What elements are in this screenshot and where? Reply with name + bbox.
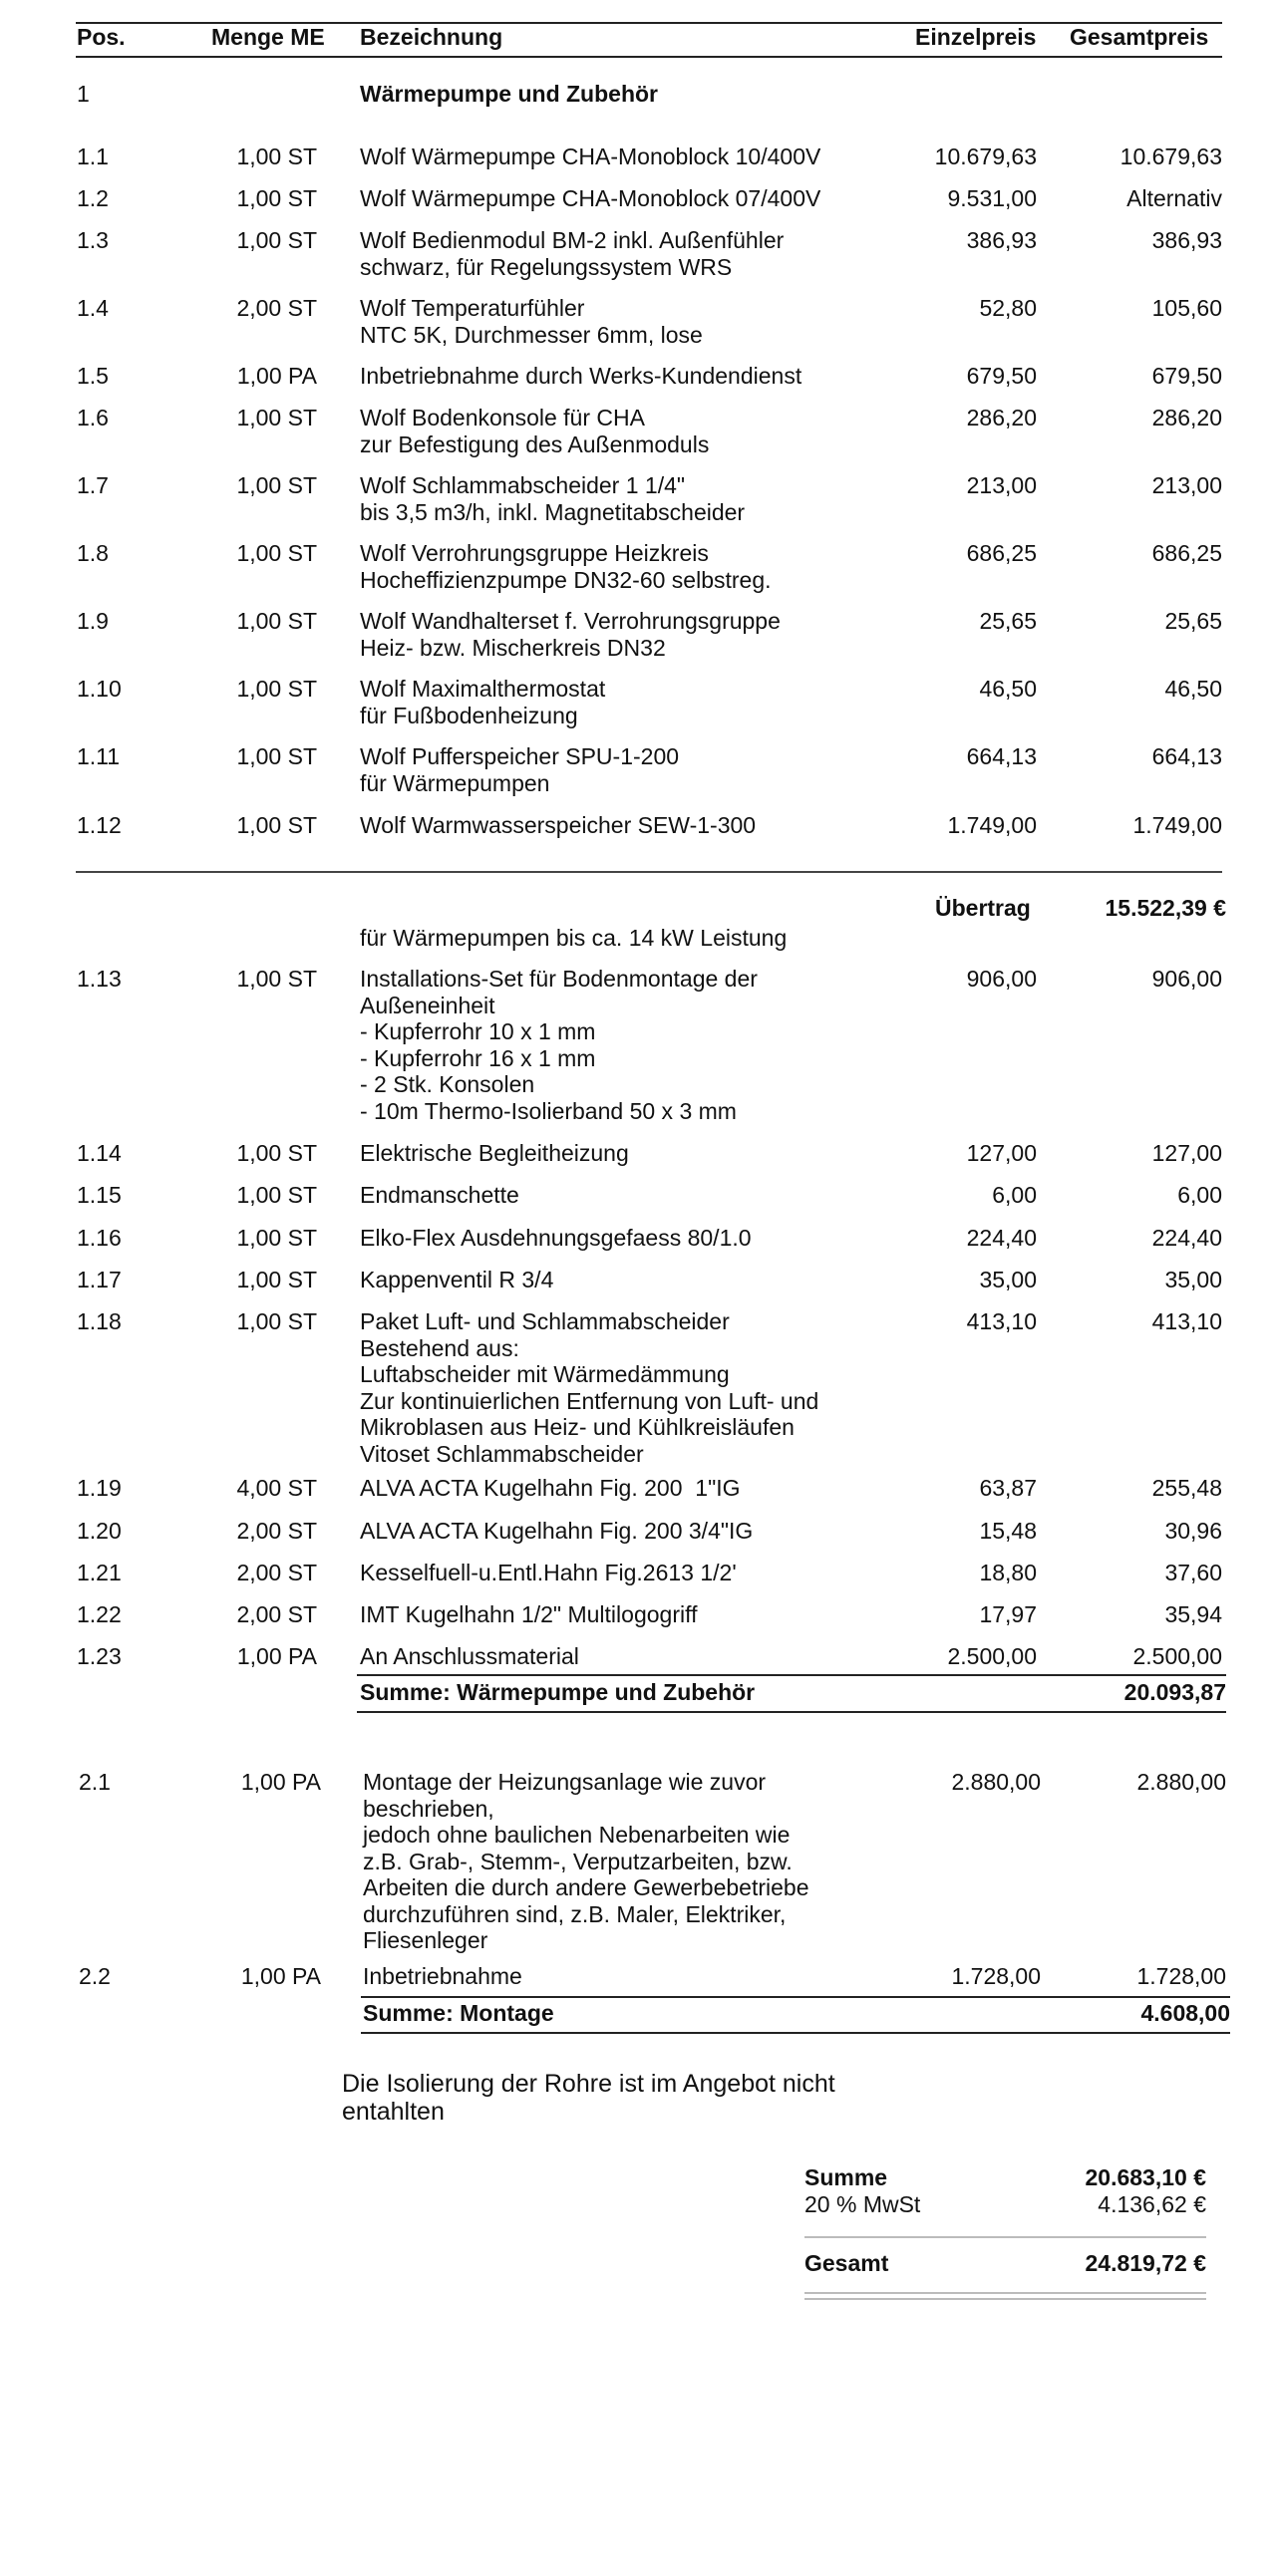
row-quantity: 1,00 ST — [236, 743, 317, 769]
row-unit-price: 664,13 — [966, 743, 1037, 769]
row-description-line: Zur kontinuierlichen Entfernung von Luft- und — [360, 1387, 819, 1414]
row-unit-price: 213,00 — [966, 472, 1037, 498]
continuation-line: für Wärmepumpen bis ca. 14 kW Leistung — [360, 925, 788, 951]
row-description-line: ALVA ACTA Kugelhahn Fig. 200 1"IG — [360, 1475, 741, 1501]
row-description-line: Luftabscheider mit Wärmedämmung — [360, 1361, 730, 1387]
sum2-rule-top — [361, 1996, 1230, 1998]
row-total-price: 10.679,63 — [1119, 143, 1222, 169]
uebertrag-label: Übertrag — [935, 895, 1031, 921]
row-unit-price: 224,40 — [966, 1225, 1037, 1251]
row-unit-price: 286,20 — [966, 405, 1037, 430]
sum1-label: Summe: Wärmepumpe und Zubehör — [360, 1679, 756, 1705]
row-description-line: jedoch ohne baulichen Nebenarbeiten wie — [363, 1822, 791, 1848]
row-unit-price: 906,00 — [966, 966, 1037, 992]
row-pos: 1.22 — [77, 1601, 122, 1627]
row-description-line: beschrieben, — [363, 1795, 494, 1822]
row-total-price: 35,94 — [1164, 1601, 1222, 1627]
sum2-label: Summe: Montage — [363, 2000, 554, 2026]
mwst-value: 4.136,62 € — [1098, 2191, 1206, 2217]
row-unit-price: 1.728,00 — [951, 1963, 1041, 1989]
row-description-line: Heiz- bzw. Mischerkreis DN32 — [360, 634, 666, 661]
row-pos: 1.19 — [77, 1475, 122, 1501]
row-total-price: 686,25 — [1151, 540, 1222, 566]
row-unit-price: 6,00 — [992, 1182, 1037, 1208]
row-description-line: Mikroblasen aus Heiz- und Kühlkreisläufen — [360, 1414, 795, 1440]
row-total-price: 35,00 — [1164, 1267, 1222, 1292]
uebertrag-value: 15.522,39 € — [1105, 895, 1226, 921]
note-line-2: entahlten — [342, 2098, 445, 2126]
row-total-price: 213,00 — [1151, 472, 1222, 498]
row-description-line: NTC 5K, Durchmesser 6mm, lose — [360, 321, 703, 348]
row-pos: 1.18 — [77, 1308, 122, 1334]
row-pos: 1.20 — [77, 1518, 122, 1544]
row-description-line: durchzuführen sind, z.B. Maler, Elektriker, — [363, 1900, 787, 1927]
row-total-price: 2.500,00 — [1132, 1643, 1222, 1669]
row-description-line: Hocheffizienzpumpe DN32-60 selbstreg. — [360, 566, 772, 593]
row-pos: 1.9 — [77, 608, 109, 634]
row-description-line: An Anschlussmaterial — [360, 1643, 579, 1669]
mwst-label: 20 % MwSt — [804, 2191, 921, 2217]
row-description-line: Elektrische Begleitheizung — [360, 1140, 629, 1166]
row-quantity: 1,00 ST — [236, 405, 317, 430]
col-header-gesamtpreis: Gesamtpreis — [1070, 24, 1209, 50]
row-quantity: 1,00 ST — [236, 185, 317, 211]
row-quantity: 1,00 ST — [236, 1308, 317, 1334]
row-description-line: bis 3,5 m3/h, inkl. Magnetitabscheider — [360, 498, 746, 525]
row-description-line: Kesselfuell-u.Entl.Hahn Fig.2613 1/2' — [360, 1560, 737, 1585]
row-description-line: Kappenventil R 3/4 — [360, 1267, 554, 1292]
row-description-line: Wolf Pufferspeicher SPU-1-200 — [360, 743, 680, 769]
row-quantity: 1,00 ST — [236, 1225, 317, 1251]
row-description-line: zur Befestigung des Außenmoduls — [360, 430, 710, 457]
sum2-value: 4.608,00 — [1140, 2000, 1230, 2026]
note-line-1: Die Isolierung der Rohre ist im Angebot nicht — [342, 2070, 835, 2098]
row-pos: 1.12 — [77, 812, 122, 838]
row-unit-price: 2.880,00 — [951, 1769, 1041, 1795]
row-total-price: 25,65 — [1164, 608, 1222, 634]
row-description-line: Montage der Heizungsanlage wie zuvor — [363, 1769, 767, 1795]
row-pos: 1.16 — [77, 1225, 122, 1251]
row-quantity: 1,00 PA — [236, 1643, 317, 1669]
row-total-price: 30,96 — [1164, 1518, 1222, 1544]
row-description-line: - 2 Stk. Konsolen — [360, 1071, 535, 1097]
row-pos: 1.1 — [77, 143, 109, 169]
col-header-bezeichnung: Bezeichnung — [360, 24, 503, 50]
row-quantity: 1,00 ST — [236, 608, 317, 634]
row-unit-price: 413,10 — [966, 1308, 1037, 1334]
row-description-line: z.B. Grab-, Stemm-, Verputzarbeiten, bzw. — [363, 1848, 793, 1874]
row-description-line: Wolf Verrohrungsgruppe Heizkreis — [360, 540, 709, 566]
row-description-line: Inbetriebnahme durch Werks-Kundendienst — [360, 363, 802, 389]
totals-rule-top — [804, 2236, 1206, 2238]
row-pos: 1.5 — [77, 363, 109, 389]
row-total-price: 37,60 — [1164, 1560, 1222, 1585]
page-break-rule — [76, 871, 1222, 873]
row-total-price: Alternativ — [1126, 185, 1222, 211]
row-unit-price: 17,97 — [979, 1601, 1037, 1627]
row-total-price: 224,40 — [1151, 1225, 1222, 1251]
row-quantity: 1,00 ST — [236, 227, 317, 253]
row-description-line: Wolf Temperaturfühler — [360, 295, 585, 321]
row-description-line: für Fußbodenheizung — [360, 702, 578, 728]
row-unit-price: 10.679,63 — [934, 143, 1037, 169]
row-description-line: ALVA ACTA Kugelhahn Fig. 200 3/4"IG — [360, 1518, 754, 1544]
row-quantity: 1,00 ST — [236, 812, 317, 838]
row-description-line: Außeneinheit — [360, 992, 495, 1018]
row-description-line: - Kupferrohr 16 x 1 mm — [360, 1044, 596, 1071]
row-unit-price: 15,48 — [979, 1518, 1037, 1544]
row-total-price: 413,10 — [1151, 1308, 1222, 1334]
row-pos: 1.23 — [77, 1643, 122, 1669]
row-pos: 1.10 — [77, 676, 122, 702]
row-quantity: 1,00 PA — [236, 363, 317, 389]
row-pos: 1.4 — [77, 295, 109, 321]
row-description-line: Wolf Schlammabscheider 1 1/4" — [360, 472, 686, 498]
row-quantity: 1,00 ST — [236, 540, 317, 566]
row-quantity: 1,00 ST — [236, 1267, 317, 1292]
col-header-menge: Menge ME — [211, 24, 325, 50]
row-total-price: 664,13 — [1151, 743, 1222, 769]
row-unit-price: 63,87 — [979, 1475, 1037, 1501]
row-unit-price: 9.531,00 — [947, 185, 1037, 211]
row-total-price: 2.880,00 — [1136, 1769, 1226, 1795]
row-description-line: Bestehend aus: — [360, 1334, 519, 1361]
row-description-line: Vitoset Schlammabscheider — [360, 1440, 644, 1467]
header-rule-bottom — [76, 56, 1222, 58]
totals-rule-bottom-1 — [804, 2292, 1206, 2294]
row-total-price: 679,50 — [1151, 363, 1222, 389]
row-description-line: Installations-Set für Bodenmontage der — [360, 966, 758, 992]
summe-value: 20.683,10 € — [1085, 2164, 1206, 2190]
row-pos: 1.15 — [77, 1182, 122, 1208]
row-pos: 1.8 — [77, 540, 109, 566]
row-description-line: IMT Kugelhahn 1/2" Multilogogriff — [360, 1601, 698, 1627]
summe-label: Summe — [804, 2164, 888, 2190]
row-total-price: 906,00 — [1151, 966, 1222, 992]
row-pos: 1.14 — [77, 1140, 122, 1166]
col-header-einzelpreis: Einzelpreis — [915, 24, 1037, 50]
row-pos: 2.2 — [79, 1963, 111, 1989]
row-quantity: 1,00 PA — [240, 1769, 321, 1795]
row-description-line: Wolf Wärmepumpe CHA-Monoblock 10/400V — [360, 143, 821, 169]
row-total-price: 1.749,00 — [1132, 812, 1222, 838]
row-description-line: für Wärmepumpen — [360, 769, 550, 796]
group-pos: 1 — [77, 81, 90, 107]
row-unit-price: 52,80 — [979, 295, 1037, 321]
gesamt-label: Gesamt — [804, 2250, 889, 2276]
row-description-line: Wolf Wärmepumpe CHA-Monoblock 07/400V — [360, 185, 821, 211]
row-description-line: Wolf Bedienmodul BM-2 inkl. Außenfühler — [360, 227, 785, 253]
gesamt-value: 24.819,72 € — [1085, 2250, 1206, 2276]
row-description-line: Wolf Wandhalterset f. Verrohrungsgruppe — [360, 608, 781, 634]
row-total-price: 127,00 — [1151, 1140, 1222, 1166]
row-description-line: Wolf Maximalthermostat — [360, 676, 606, 702]
row-unit-price: 2.500,00 — [947, 1643, 1037, 1669]
row-pos: 1.7 — [77, 472, 109, 498]
row-description-line: Wolf Warmwasserspeicher SEW-1-300 — [360, 812, 757, 838]
row-unit-price: 679,50 — [966, 363, 1037, 389]
row-description-line: Endmanschette — [360, 1182, 519, 1208]
row-unit-price: 46,50 — [979, 676, 1037, 702]
row-description-line: Elko-Flex Ausdehnungsgefaess 80/1.0 — [360, 1225, 752, 1251]
row-unit-price: 18,80 — [979, 1560, 1037, 1585]
row-pos: 2.1 — [79, 1769, 111, 1795]
row-quantity: 2,00 ST — [236, 1518, 317, 1544]
totals-rule-bottom-2 — [804, 2298, 1206, 2300]
row-unit-price: 1.749,00 — [947, 812, 1037, 838]
row-quantity: 4,00 ST — [236, 1475, 317, 1501]
row-unit-price: 25,65 — [979, 608, 1037, 634]
group-title: Wärmepumpe und Zubehör — [360, 81, 658, 107]
row-total-price: 6,00 — [1177, 1182, 1222, 1208]
sum1-value: 20.093,87 — [1123, 1679, 1226, 1705]
row-quantity: 1,00 ST — [236, 966, 317, 992]
row-description-line: Fliesenleger — [363, 1927, 488, 1953]
row-pos: 1.6 — [77, 405, 109, 430]
row-quantity: 1,00 PA — [240, 1963, 321, 1989]
row-quantity: 2,00 ST — [236, 1560, 317, 1585]
row-pos: 1.21 — [77, 1560, 122, 1585]
row-description-line: Inbetriebnahme — [363, 1963, 522, 1989]
row-unit-price: 127,00 — [966, 1140, 1037, 1166]
row-quantity: 1,00 ST — [236, 143, 317, 169]
row-quantity: 1,00 ST — [236, 1182, 317, 1208]
row-quantity: 1,00 ST — [236, 1140, 317, 1166]
row-unit-price: 35,00 — [979, 1267, 1037, 1292]
row-description-line: - 10m Thermo-Isolierband 50 x 3 mm — [360, 1097, 737, 1124]
row-total-price: 386,93 — [1151, 227, 1222, 253]
row-total-price: 46,50 — [1164, 676, 1222, 702]
row-pos: 1.13 — [77, 966, 122, 992]
row-quantity: 2,00 ST — [236, 1601, 317, 1627]
row-total-price: 1.728,00 — [1136, 1963, 1226, 1989]
row-total-price: 105,60 — [1151, 295, 1222, 321]
row-total-price: 255,48 — [1151, 1475, 1222, 1501]
sum1-rule-bottom — [357, 1711, 1226, 1713]
row-quantity: 2,00 ST — [236, 295, 317, 321]
row-pos: 1.2 — [77, 185, 109, 211]
row-description-line: Arbeiten die durch andere Gewerbebetriebe — [363, 1874, 809, 1900]
row-pos: 1.17 — [77, 1267, 122, 1292]
row-description-line: - Kupferrohr 10 x 1 mm — [360, 1018, 596, 1044]
row-total-price: 286,20 — [1151, 405, 1222, 430]
row-quantity: 1,00 ST — [236, 472, 317, 498]
row-description-line: Wolf Bodenkonsole für CHA — [360, 405, 645, 430]
row-unit-price: 386,93 — [966, 227, 1037, 253]
row-description-line: Paket Luft- und Schlammabscheider — [360, 1308, 730, 1334]
sum2-rule-bottom — [361, 2032, 1230, 2034]
sum1-rule-top — [357, 1674, 1226, 1676]
row-description-line: schwarz, für Regelungssystem WRS — [360, 253, 733, 280]
row-unit-price: 686,25 — [966, 540, 1037, 566]
row-pos: 1.11 — [77, 743, 121, 769]
row-pos: 1.3 — [77, 227, 109, 253]
col-header-pos: Pos. — [77, 24, 126, 50]
row-quantity: 1,00 ST — [236, 676, 317, 702]
